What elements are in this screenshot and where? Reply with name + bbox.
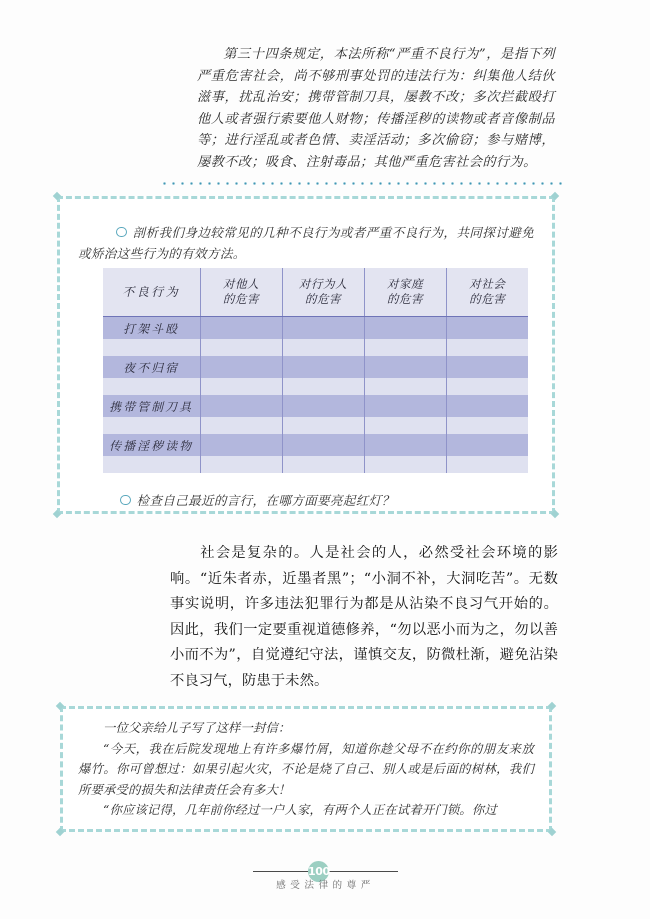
row-cell-family[interactable]: [364, 356, 446, 378]
table-header-harm-family: 对家庭 的危害: [364, 268, 446, 317]
row-cell-others[interactable]: [200, 434, 282, 456]
row-label: [103, 456, 200, 473]
row-cell-family[interactable]: [364, 317, 446, 340]
row-cell-society[interactable]: [446, 317, 528, 340]
row-cell-family[interactable]: [364, 378, 446, 395]
row-cell-society[interactable]: [446, 456, 528, 473]
row-label: 打架斗殴: [103, 317, 200, 340]
table-header-behavior: 不良行为: [103, 268, 200, 317]
table-row: [103, 395, 528, 417]
row-label: [103, 378, 200, 395]
table-header-harm-others: 对他人 的危害: [200, 268, 282, 317]
row-cell-society[interactable]: [446, 378, 528, 395]
footer-chapter-title: 感受法律的尊严: [276, 880, 375, 891]
row-cell-others[interactable]: [200, 356, 282, 378]
page-number-badge: 100: [308, 861, 329, 882]
activity-question-2: [120, 490, 520, 511]
father-letter-text: [78, 718, 534, 821]
law-paragraph-text: 第三十四条规定，本法所称“严重不良行为”，是指下列严重危害社会，尚不够刑事处罚的违法行为：纠集他人结伙滋事，扰乱治安；携带管制刀具，屡教不改；多次拦截殴打他人或者强行索要他人财物；传播淫秽的读物或者音像制品等；进行淫乱或者色情、卖淫活动；多次偷窃；参与赌博，屡教不改；吸食、注射毒品；其他严重危害社会的行为。: [197, 47, 555, 170]
table-row: [103, 339, 528, 356]
table-body: [103, 317, 528, 474]
row-cell-family[interactable]: [364, 339, 446, 356]
letter-line-text: “你应该记得，几年前你经过一户人家，有两个人正在试着开门锁。你过: [103, 803, 497, 817]
row-cell-actor[interactable]: [282, 434, 364, 456]
row-cell-society[interactable]: [446, 417, 528, 434]
dotted-rule-divider: [160, 182, 566, 185]
activity-question-1-text: 剖析我们身边较常见的几种不良行为或者严重不良行为，共同探讨避免或矫治这些行为的有效方法。: [78, 225, 534, 261]
row-cell-actor[interactable]: [282, 317, 364, 340]
ring-bullet-icon: [116, 227, 127, 238]
letter-line-text: 一位父亲给儿子写了这样一封信：: [103, 721, 291, 735]
body-paragraph-text: 社会是复杂的。人是社会的人，必然受社会环境的影响。“近朱者赤，近墨者黑”；“小洞不补，大洞吃苦”。无数事实说明，许多违法犯罪行为都是从沾染不良习气开始的。因此，我们一定要重视道德修养，“勿以恶小而为之，勿以善小而不为”，自觉遵纪守法，谨慎交友，防微杜渐，避免沾染不良习气，防患于未然。: [170, 545, 558, 689]
law-paragraph: [197, 44, 555, 173]
table-row: [103, 317, 528, 340]
row-cell-actor[interactable]: [282, 395, 364, 417]
row-cell-society[interactable]: [446, 434, 528, 456]
table-row: [103, 378, 528, 395]
letter-line: [78, 800, 534, 821]
letter-line: [78, 739, 534, 801]
activity-question-1: [78, 222, 534, 264]
row-cell-family[interactable]: [364, 395, 446, 417]
row-label: 传播淫秽读物: [103, 434, 200, 456]
row-cell-others[interactable]: [200, 395, 282, 417]
row-cell-family[interactable]: [364, 417, 446, 434]
activity-question-2-text: 检查自己最近的言行，在哪方面要亮起红灯？: [136, 493, 395, 508]
row-cell-actor[interactable]: [282, 417, 364, 434]
row-cell-others[interactable]: [200, 456, 282, 473]
table-header-harm-society: 对社会 的危害: [446, 268, 528, 317]
bad-behavior-analysis-table: [103, 268, 528, 473]
table-header-harm-actor: 对行为人 的危害: [282, 268, 364, 317]
row-label: 携带管制刀具: [103, 395, 200, 417]
row-label: [103, 339, 200, 356]
row-cell-society[interactable]: [446, 339, 528, 356]
row-cell-actor[interactable]: [282, 378, 364, 395]
table-header-row: [103, 268, 528, 317]
letter-line: [78, 718, 534, 739]
row-cell-actor[interactable]: [282, 356, 364, 378]
row-label: 夜不归宿: [103, 356, 200, 378]
table-row: [103, 456, 528, 473]
row-cell-others[interactable]: [200, 317, 282, 340]
table-row: [103, 417, 528, 434]
row-cell-actor[interactable]: [282, 456, 364, 473]
row-cell-society[interactable]: [446, 395, 528, 417]
row-cell-society[interactable]: [446, 356, 528, 378]
table-row: [103, 356, 528, 378]
table-head: [103, 268, 528, 317]
body-paragraph: [170, 541, 558, 694]
row-cell-family[interactable]: [364, 434, 446, 456]
table-row: [103, 434, 528, 456]
row-label: [103, 417, 200, 434]
letter-line-text: “今天，我在后院发现地上有许多爆竹屑，知道你趁父母不在约你的朋友来放爆竹。你可曾想过：如果引起火灾，不论是烧了自己、别人或是后面的树林，我们所要承受的损失和法律责任会有多大！: [78, 741, 534, 797]
row-cell-others[interactable]: [200, 417, 282, 434]
row-cell-others[interactable]: [200, 339, 282, 356]
row-cell-others[interactable]: [200, 378, 282, 395]
ring-bullet-icon: [120, 495, 131, 506]
row-cell-family[interactable]: [364, 456, 446, 473]
row-cell-actor[interactable]: [282, 339, 364, 356]
